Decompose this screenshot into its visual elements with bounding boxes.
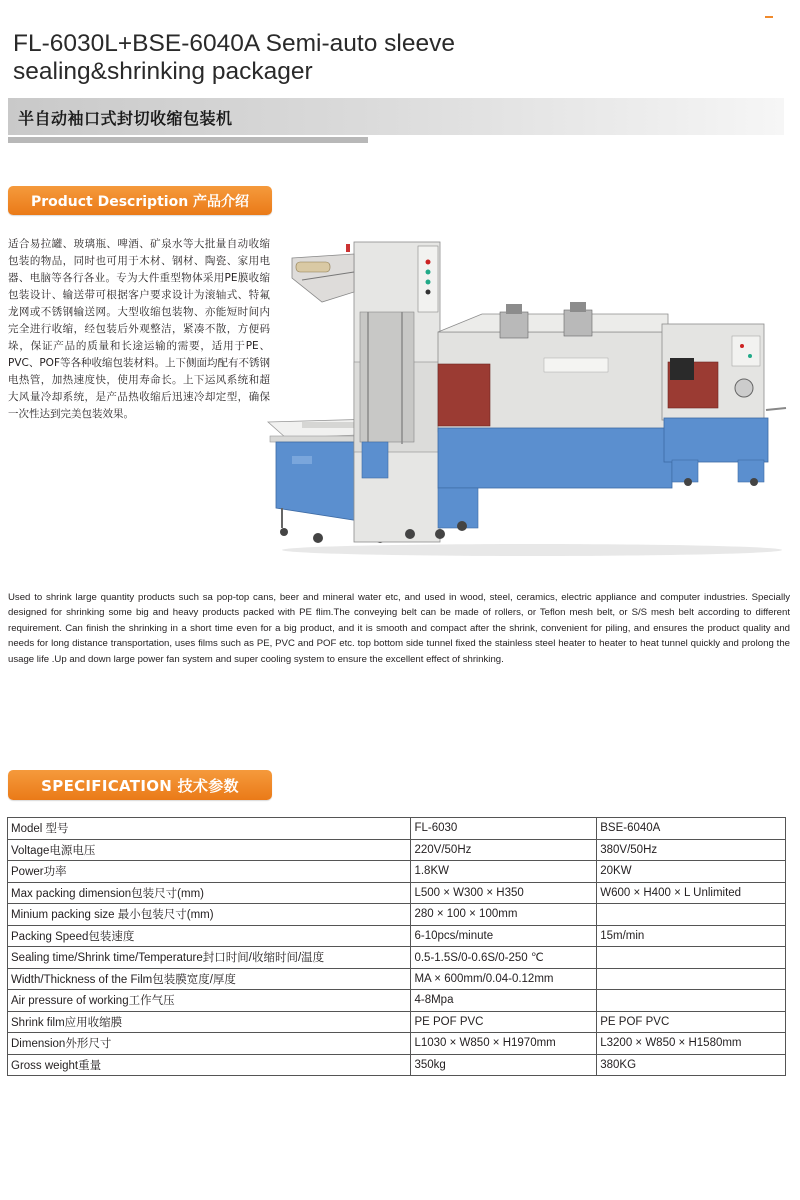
description-chinese: 适合易拉罐、玻璃瓶、啤酒、矿泉水等大批量自动收缩包装的物品，同时也可用于木材、钢材、陶瓷、家用电器、电脑等各行各业。专为大件重型物体采用PE膜收缩包装设计、输送带可根据客户要求设计为滚轴式、特氟龙网或不锈钢输送网。大型收缩包装物、亦能短时间内完全进行收缩，经包装后外观整洁，紧凑不散，方便码垛，保证产品的质量和长途运输的需要，适用于PE、PVC、POF等各种收缩包装材料。上下侧面均配有不锈钢电热管，加热速度快，使用寿命长。上下运风系统和超大风量冷却系统，是产品热收缩后迅速冷却定型，确保一次性达到完美包装效果。: [8, 238, 270, 420]
spec-row: [8, 861, 786, 883]
film-roller: [292, 254, 354, 302]
spec-value-fl6030: 280 × 100 × 100mm: [411, 904, 597, 926]
spec-value-bse6040a: L3200 × W850 × H1580mm: [597, 1033, 786, 1055]
spec-row: [8, 947, 786, 969]
spec-value-fl6030: MA × 600mm/0.04-0.12mm: [411, 968, 597, 990]
spec-value-fl6030: FL-6030: [411, 818, 597, 840]
spec-value-bse6040a: [597, 904, 786, 926]
spec-label: Max packing dimension包装尺寸(mm): [8, 882, 411, 904]
specification-table: [7, 817, 786, 1076]
spec-label: Air pressure of working工作气压: [8, 990, 411, 1012]
spec-row: [8, 839, 786, 861]
spec-row: [8, 882, 786, 904]
spec-row: [8, 925, 786, 947]
spec-label: Voltage电源电压: [8, 839, 411, 861]
spec-value-bse6040a: W600 × H400 × L Unlimited: [597, 882, 786, 904]
chinese-title-banner: [8, 98, 784, 135]
spec-value-fl6030: 0.5-1.5S/0-0.6S/0-250 ℃: [411, 947, 597, 969]
spec-value-bse6040a: 380V/50Hz: [597, 839, 786, 861]
spec-value-fl6030: 6-10pcs/minute: [411, 925, 597, 947]
spec-label: Shrink film应用收缩膜: [8, 1011, 411, 1033]
spec-value-bse6040a: PE POF PVC: [597, 1011, 786, 1033]
spec-row: [8, 1054, 786, 1076]
spec-label: Model 型号: [8, 818, 411, 840]
spec-label: Minium packing size 最小包装尺寸(mm): [8, 904, 411, 926]
spec-label: Power功率: [8, 861, 411, 883]
shrink-tunnel: [438, 302, 672, 531]
spec-label: Packing Speed包装速度: [8, 925, 411, 947]
specification-heading: SPECIFICATION 技术参数: [8, 770, 272, 800]
spec-value-bse6040a: [597, 947, 786, 969]
spec-value-fl6030: PE POF PVC: [411, 1011, 597, 1033]
spec-value-bse6040a: 380KG: [597, 1054, 786, 1076]
chinese-title: 半自动袖口式封切收缩包装机: [18, 109, 233, 128]
machine-photo: [262, 232, 790, 562]
spec-value-fl6030: 4-8Mpa: [411, 990, 597, 1012]
title-underline: [8, 137, 368, 143]
spec-row: [8, 968, 786, 990]
spec-value-bse6040a: [597, 990, 786, 1012]
spec-value-fl6030: 350kg: [411, 1054, 597, 1076]
spec-label: Sealing time/Shrink time/Temperature封口时间/收缩时间/温度: [8, 947, 411, 969]
spec-value-fl6030: 1.8KW: [411, 861, 597, 883]
spec-value-fl6030: 220V/50Hz: [411, 839, 597, 861]
spec-value-fl6030: L1030 × W850 × H1970mm: [411, 1033, 597, 1055]
spec-row: [8, 990, 786, 1012]
spec-value-bse6040a: [597, 968, 786, 990]
spec-value-fl6030: L500 × W300 × H350: [411, 882, 597, 904]
spec-value-bse6040a: BSE-6040A: [597, 818, 786, 840]
spec-label: Dimension外形尺寸: [8, 1033, 411, 1055]
spec-row: [8, 1011, 786, 1033]
cooling-unit: [662, 324, 786, 486]
spec-label: Width/Thickness of the Film包装膜宽度/厚度: [8, 968, 411, 990]
spec-row: [8, 904, 786, 926]
description-english: Used to shrink large quantity products such sa pop-top cans, beer and mineral water etc, and used in wood, steel, ceramics, electric appliance and computer industries. Specially designed for shrinking some big and heavy products packed with PE flim.The conveying belt can be made of rollers, or Teflon mesh belt, or S/S mesh belt according to different requirement. Can finish the shrinking in a short time even for a big product, and it is smooth and compact after the shrink, convenient for piling, and ensures the product quality and needs for long distance transportation, uses films such as PE, PVC and POF etc. top bottom side tunnel fixed the stainless steel heater to heater to heat tunnel quickly and prolong the usage life .Up and down large power fan system and super cooling system to ensure the excellent effect of shrinking.: [8, 592, 790, 665]
page-title: FL-6030L+BSE-6040A Semi-auto sleeve sealing&shrinking packager: [13, 30, 455, 85]
spec-value-bse6040a: 15m/min: [597, 925, 786, 947]
spec-value-bse6040a: 20KW: [597, 861, 786, 883]
spec-row: [8, 1033, 786, 1055]
spec-row: [8, 818, 786, 840]
corner-accent-mark: [765, 16, 773, 18]
product-description-heading: Product Description 产品介绍: [8, 186, 272, 215]
spec-label: Gross weight重量: [8, 1054, 411, 1076]
